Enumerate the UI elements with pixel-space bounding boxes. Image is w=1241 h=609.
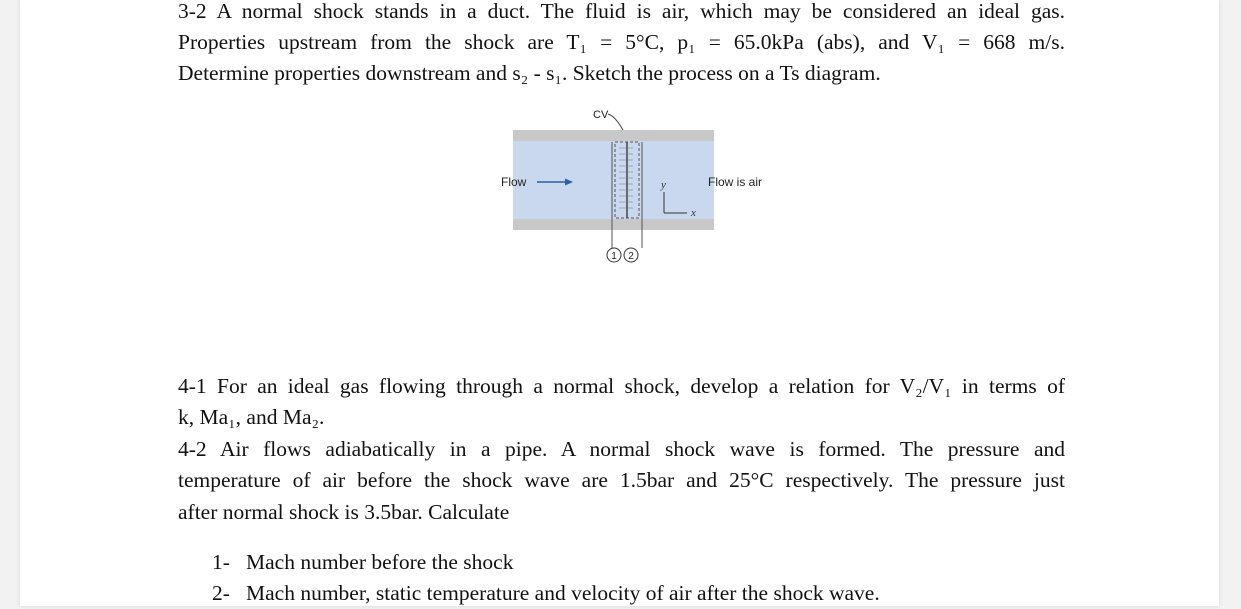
list-item-text: Mach number before the shock: [246, 550, 514, 574]
station-1-number: 1: [611, 251, 617, 262]
list-item-number: 1-: [212, 550, 230, 574]
problem-4-2-line-2: temperature of air before the shock wave are 1.5bar and 25°C respectively. The pressure just: [178, 468, 1065, 492]
duct-bottom-wall: [513, 219, 714, 230]
cv-leader-line: [608, 114, 623, 130]
list-item-text: Mach number, static temperature and velocity of air after the shock wave.: [246, 581, 880, 605]
problem-4-2-list: [212, 547, 880, 609]
problem-4-1-line-2: k, Ma₁, and Ma₂.: [178, 405, 325, 429]
problem-4-1-line-1: 4-1 For an ideal gas flowing through a normal shock, develop a relation for V₂/V₁ in terms of: [178, 374, 1065, 398]
y-axis-label: y: [661, 179, 666, 191]
problem-3-2-line-3: Determine properties downstream and s₂ - s₁. Sketch the process on a Ts diagram.: [178, 61, 881, 85]
list-item-number: 2-: [212, 581, 230, 605]
problem-3-2-line-1: 3-2 A normal shock stands in a duct. The fluid is air, which may be considered an ideal gas.: [178, 0, 1065, 23]
problem-4-2-line-1: 4-2 Air flows adiabatically in a pipe. A normal shock wave is formed. The pressure and: [178, 437, 1065, 461]
flow-is-air-label: Flow is air: [708, 175, 763, 189]
document-page: [20, 0, 1219, 606]
flow-label: Flow: [501, 175, 527, 189]
cv-label: CV: [593, 109, 609, 121]
x-axis-label: x: [691, 207, 696, 219]
normal-shock-duct-figure: [475, 100, 775, 265]
problem-3-2-line-2: Properties upstream from the shock are T₁ = 5°C, p₁ = 65.0kPa (abs), and V₁ = 668 m/s.: [178, 30, 1065, 54]
station-2-number: 2: [628, 251, 634, 262]
list-item: [212, 547, 880, 578]
list-item: [212, 578, 880, 609]
duct-flow-region: [513, 141, 714, 219]
duct-top-wall: [513, 130, 714, 141]
problem-4-2-line-3: after normal shock is 3.5bar. Calculate: [178, 500, 510, 524]
